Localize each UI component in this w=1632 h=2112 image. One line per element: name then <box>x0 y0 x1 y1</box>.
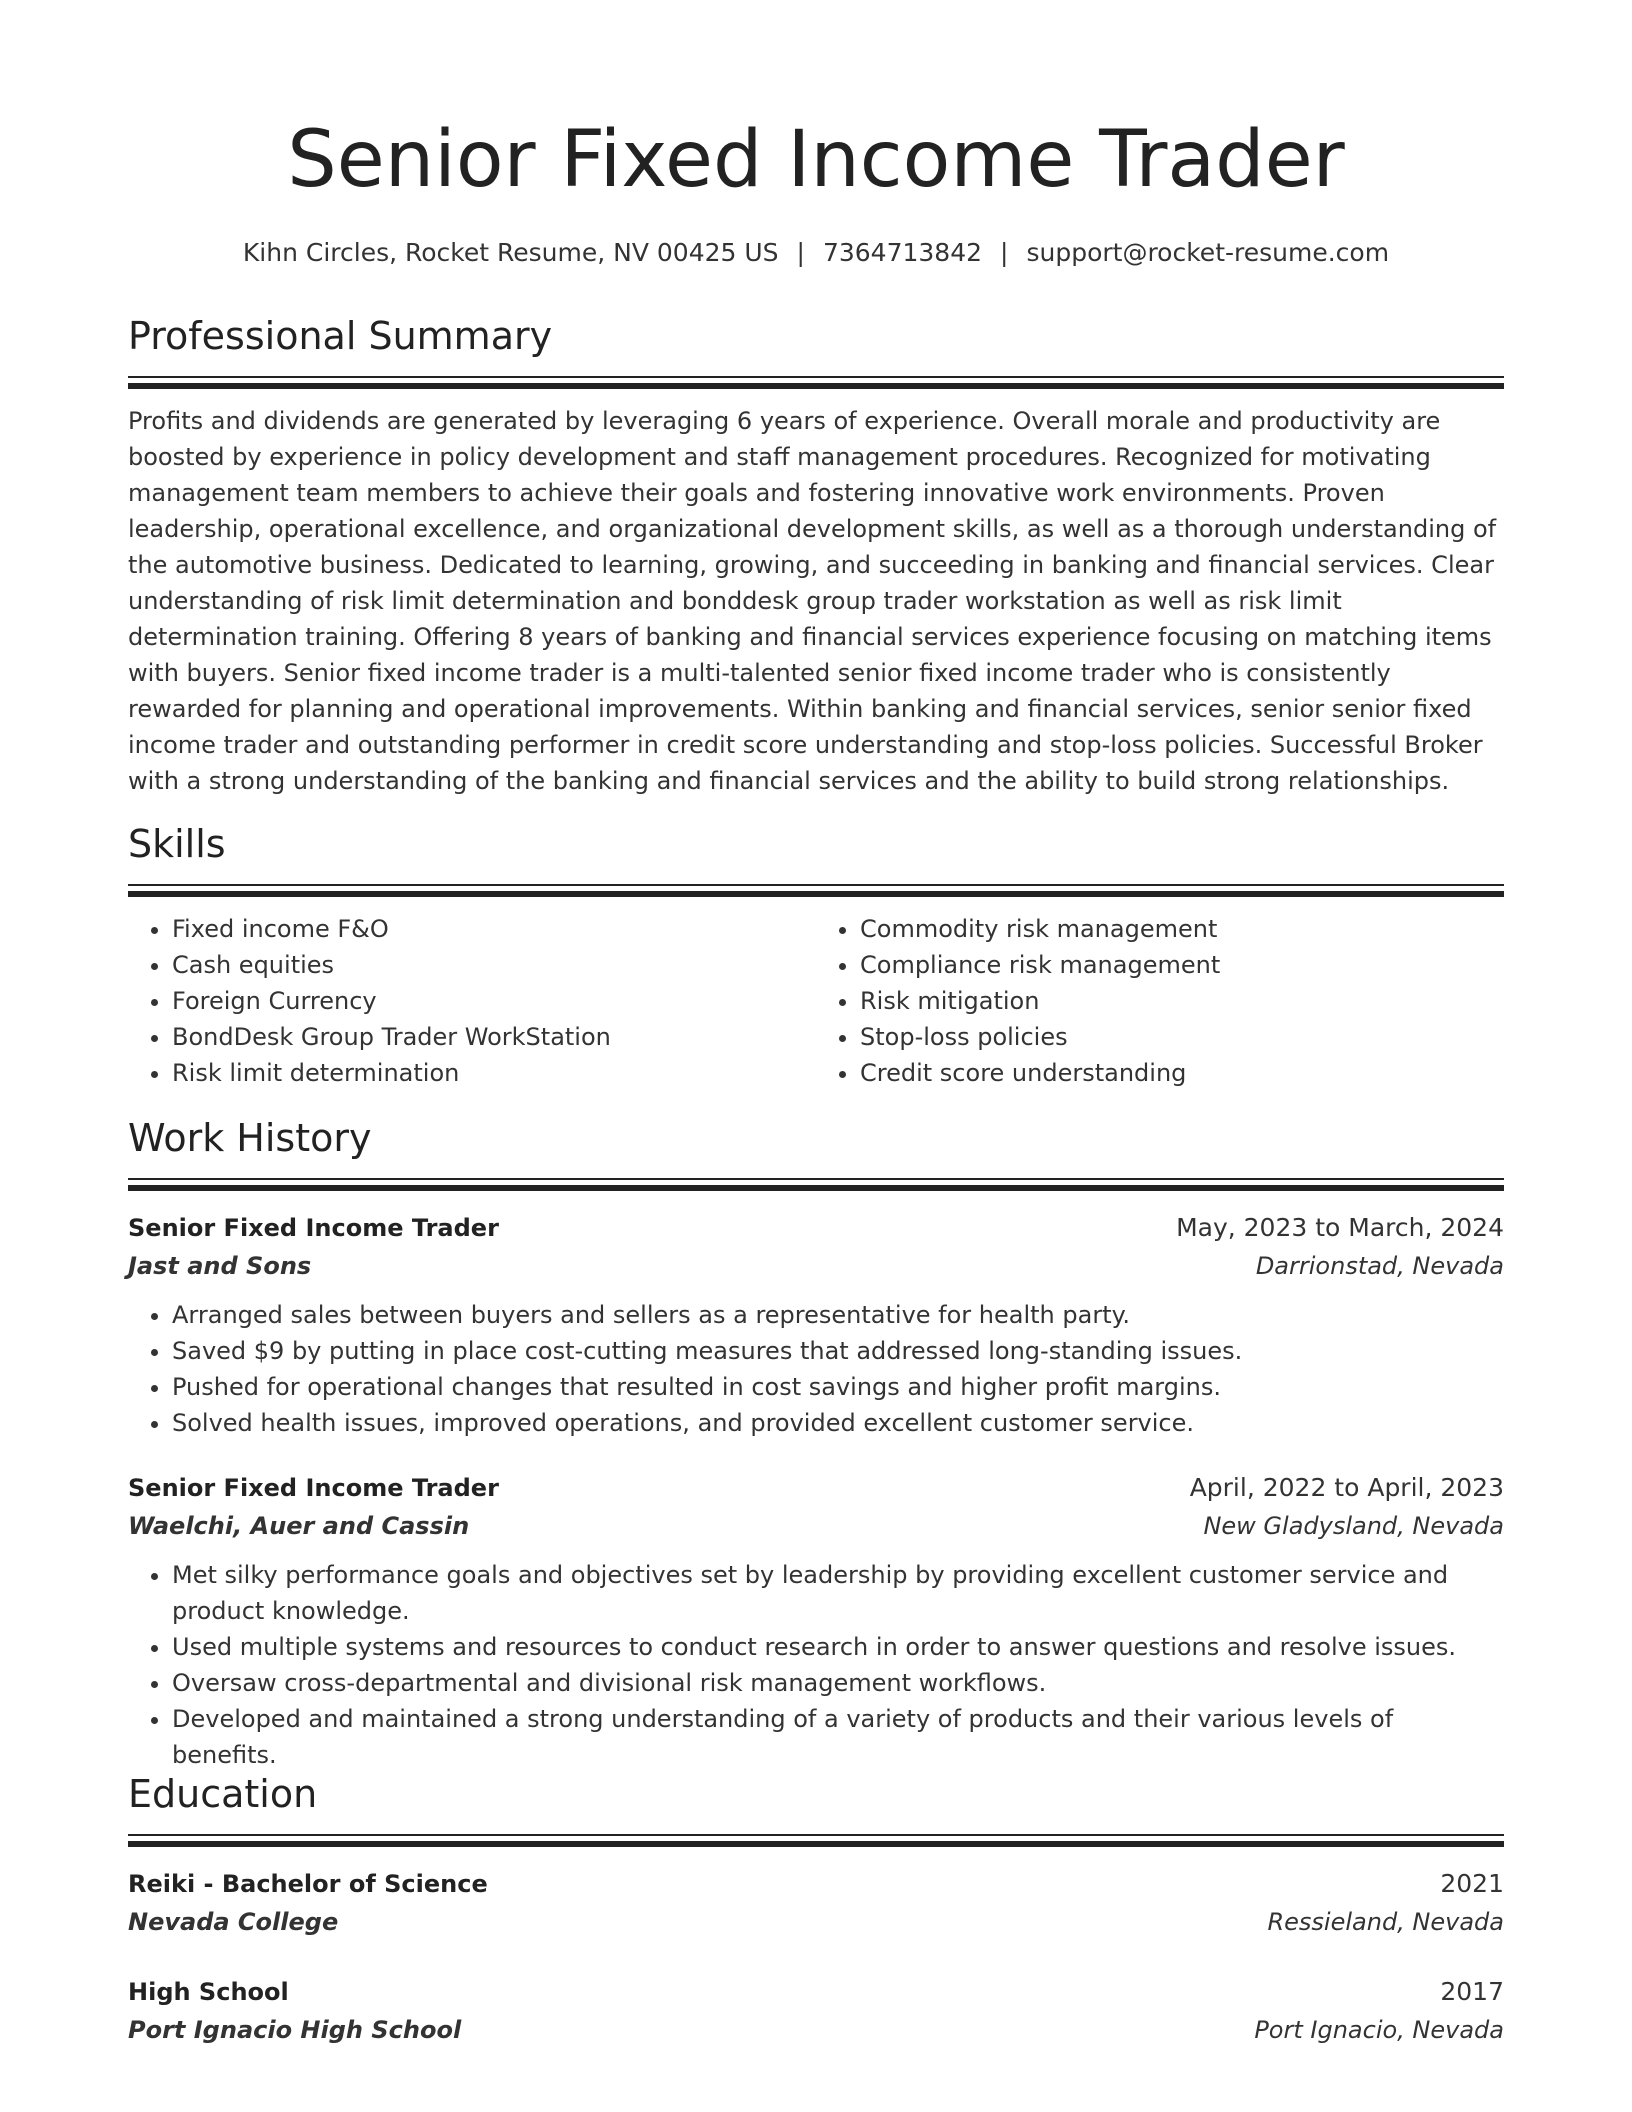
job-company: Jast and Sons <box>128 1251 312 1280</box>
skill-item: • BondDesk Group Trader WorkStation <box>172 1019 816 1055</box>
education-year: 2021 <box>1440 1868 1504 1898</box>
job-title: Senior Fixed Income Trader <box>128 1473 499 1502</box>
resume-name: Senior Fixed Income Trader <box>287 115 1345 205</box>
skills-column-right <box>816 911 1504 1091</box>
skills-title: Skills <box>128 822 226 866</box>
section-divider <box>128 376 1504 389</box>
job-location: Darrionstad, Nevada <box>1255 1251 1504 1280</box>
work-section <box>128 1116 1504 1773</box>
section-divider <box>128 1834 1504 1847</box>
skill-item: • Risk limit determination <box>172 1055 816 1091</box>
skill-item: • Stop-loss policies <box>860 1019 1504 1055</box>
job-bullet: • Developed and maintained a strong understanding of a variety of products and their various levels of benefits. <box>172 1701 1504 1773</box>
education-section <box>128 1772 1504 2049</box>
education-degree: High School <box>128 1977 289 2006</box>
job-title: Senior Fixed Income Trader <box>128 1213 499 1242</box>
education-school: Port Ignacio High School <box>128 2015 462 2044</box>
job-location: New Gladysland, Nevada <box>1203 1511 1504 1540</box>
education-degree: Reiki - Bachelor of Science <box>128 1869 488 1898</box>
job-bullet: • Solved health issues, improved operations, and provided excellent customer service. <box>172 1405 1504 1441</box>
job-company: Waelchi, Auer and Cassin <box>128 1511 470 1540</box>
contact-phone: 7364713842 <box>822 238 983 267</box>
summary-section <box>128 314 1504 799</box>
section-divider <box>128 1178 1504 1191</box>
job-dates: April, 2022 to April, 2023 <box>1189 1472 1504 1502</box>
skill-item: • Risk mitigation <box>860 983 1504 1019</box>
summary-title: Professional Summary <box>128 314 553 358</box>
summary-text: Profits and dividends are generated by leveraging 6 years of experience. Overall morale and productivity are boosted by experience in policy development and staff management procedures. Recognized for motivating management team members to achieve their goals and fostering innovative work environments. Proven leadership, operational excellence, and organizational development skills, as well as a thorough understanding of the automotive business. Dedicated to learning, growing, and succeeding in banking and financial services. Clear understanding of risk limit determination and bonddesk group trader workstation as well as risk limit determination training. Offering 8 years of banking and financial services experience focusing on matching items with buyers. Senior fixed income trader is a multi-talented senior fixed income trader who is consistently rewarded for planning and operational improvements. Within banking and financial services, senior senior fixed income trader and outstanding performer in credit score understanding and stop-loss policies. Successful Broker with a strong understanding of the banking and financial services and the ability to build strong relationships. <box>128 406 1497 795</box>
skill-item: • Compliance risk management <box>860 947 1504 983</box>
education-title: Education <box>128 1772 318 1816</box>
contact-email: support@rocket-resume.com <box>1026 238 1390 267</box>
job-entry <box>128 1209 1504 1441</box>
skill-item: • Cash equities <box>172 947 816 983</box>
education-location: Port Ignacio, Nevada <box>1254 2015 1504 2044</box>
job-bullet: • Saved $9 by putting in place cost-cutting measures that addressed long-standing issues. <box>172 1333 1504 1369</box>
education-entry <box>128 1973 1504 2049</box>
job-entry <box>128 1469 1504 1773</box>
job-dates: May, 2023 to March, 2024 <box>1176 1212 1504 1242</box>
work-title: Work History <box>128 1116 372 1160</box>
job-bullets <box>128 1297 1504 1441</box>
job-bullet: • Used multiple systems and resources to conduct research in order to answer questions and resolve issues. <box>172 1629 1504 1665</box>
skills-section <box>128 822 1504 1091</box>
job-bullet: • Met silky performance goals and objectives set by leadership by providing excellent customer service and product knowledge. <box>172 1557 1504 1629</box>
contact-separator: | <box>1000 238 1009 267</box>
education-year: 2017 <box>1440 1976 1504 2006</box>
skill-item: • Foreign Currency <box>172 983 816 1019</box>
job-bullet: • Oversaw cross-departmental and divisional risk management workflows. <box>172 1665 1504 1701</box>
job-bullet: • Arranged sales between buyers and sellers as a representative for health party. <box>172 1297 1504 1333</box>
skill-item: • Fixed income F&O <box>172 911 816 947</box>
education-school: Nevada College <box>128 1907 339 1936</box>
education-entry <box>128 1865 1504 1941</box>
education-location: Ressieland, Nevada <box>1267 1907 1504 1936</box>
contact-address: Kihn Circles, Rocket Resume, NV 00425 US <box>242 238 779 267</box>
skill-item: • Credit score understanding <box>860 1055 1504 1091</box>
contact-line <box>0 238 1632 267</box>
skill-item: • Commodity risk management <box>860 911 1504 947</box>
skills-column-left <box>128 911 816 1091</box>
section-divider <box>128 884 1504 897</box>
skills-list <box>128 911 1504 1091</box>
job-bullets <box>128 1557 1504 1773</box>
contact-separator: | <box>796 238 805 267</box>
job-bullet: • Pushed for operational changes that resulted in cost savings and higher profit margins. <box>172 1369 1504 1405</box>
